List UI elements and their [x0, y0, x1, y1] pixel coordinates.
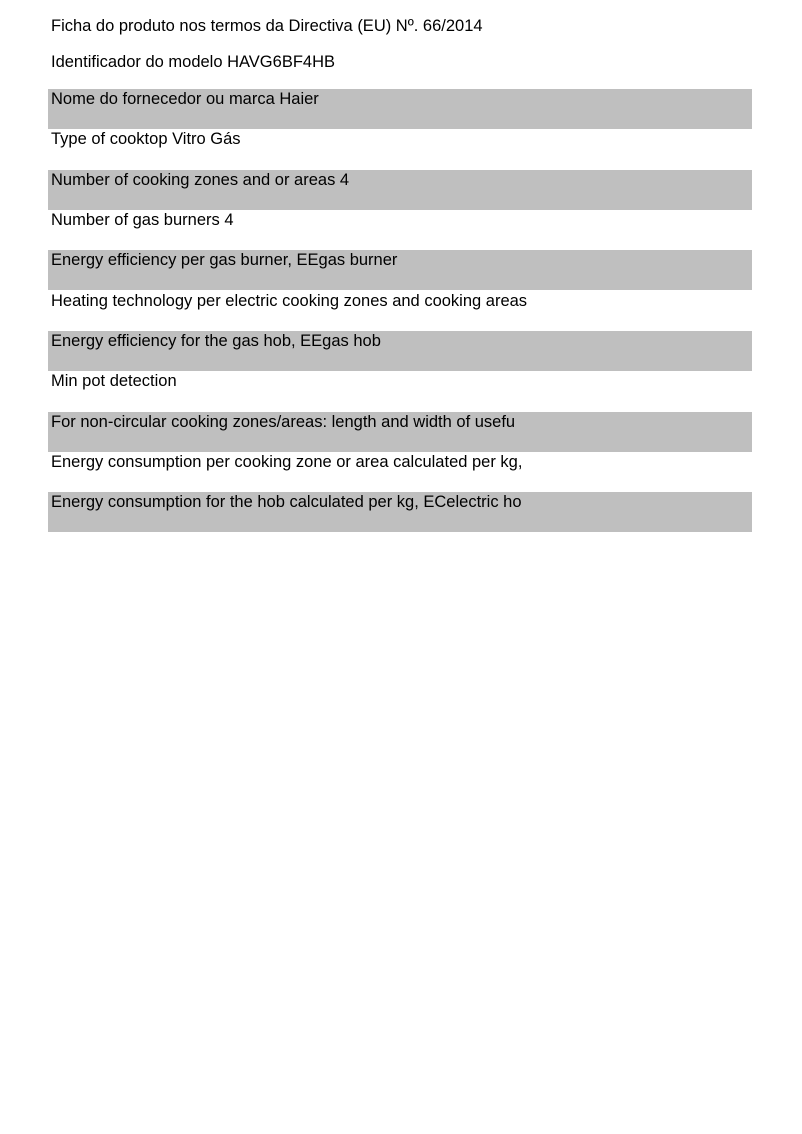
row-energy-efficiency-burner: Energy efficiency per gas burner, EEgas burner [48, 250, 752, 290]
row-cooktop-type: Type of cooktop Vitro Gás [51, 130, 241, 148]
row-energy-consumption-hob: Energy consumption for the hob calculated per kg, ECelectric ho [48, 492, 752, 532]
row-gas-burners: Number of gas burners 4 [51, 211, 234, 229]
row-cooking-zones: Number of cooking zones and or areas 4 [48, 170, 752, 210]
row-min-pot-detection: Min pot detection [51, 372, 177, 390]
document-title: Ficha do produto nos termos da Directiva (EU) Nº. 66/2014 [51, 17, 483, 35]
row-supplier-brand: Nome do fornecedor ou marca Haier [48, 89, 752, 129]
row-heating-technology: Heating technology per electric cooking zones and cooking areas [51, 292, 528, 310]
model-identifier: Identificador do modelo HAVG6BF4HB [51, 53, 336, 71]
row-energy-efficiency-hob: Energy efficiency for the gas hob, EEgas hob [48, 331, 752, 371]
row-non-circular-zones: For non-circular cooking zones/areas: length and width of usefu [48, 412, 752, 452]
row-energy-consumption-zone: Energy consumption per cooking zone or area calculated per kg, [51, 453, 523, 471]
